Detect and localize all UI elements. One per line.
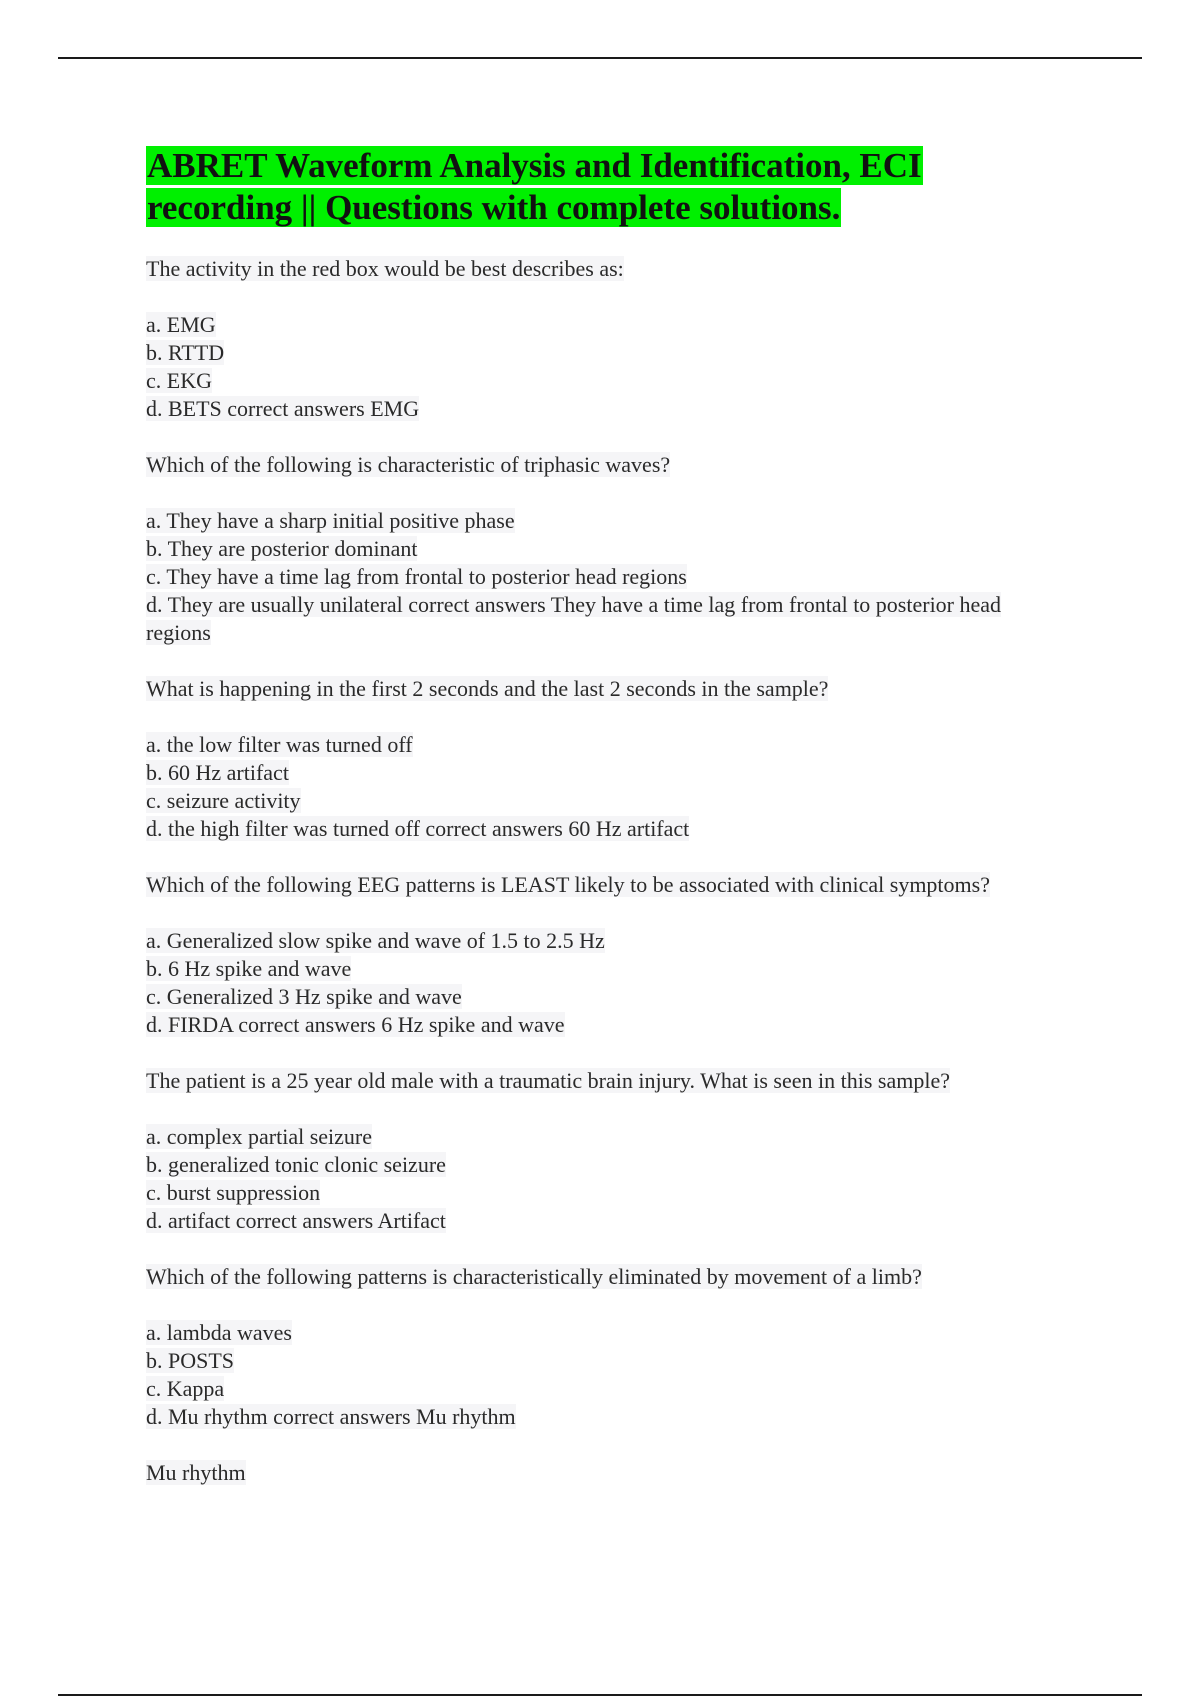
bottom-rule — [58, 1694, 1142, 1696]
question-block-3 — [146, 675, 1046, 843]
option-c: c. burst suppression — [146, 1180, 321, 1205]
question-block-6 — [146, 1263, 1046, 1431]
option-b: b. RTTD — [146, 340, 225, 365]
question-text: Which of the following patterns is characteristically eliminated by movement of a limb? — [146, 1264, 922, 1289]
question-block-4 — [146, 871, 1046, 1039]
option-b: b. They are posterior dominant — [146, 536, 418, 561]
question-text: What is happening in the first 2 seconds and the last 2 seconds in the sample? — [146, 676, 829, 701]
option-a: a. lambda waves — [146, 1320, 292, 1345]
answer-options — [146, 507, 1046, 647]
document-title — [146, 145, 1046, 229]
option-c: c. Generalized 3 Hz spike and wave — [146, 984, 462, 1009]
answer-options — [146, 731, 1046, 843]
option-c: c. seizure activity — [146, 788, 301, 813]
option-d-with-answer: d. BETS correct answers EMG — [146, 396, 420, 421]
option-c: c. Kappa — [146, 1376, 225, 1401]
option-b: b. generalized tonic clonic seizure — [146, 1152, 446, 1177]
question-block-5 — [146, 1067, 1046, 1235]
trailing-answer-text: Mu rhythm — [146, 1460, 246, 1485]
question-block-1 — [146, 255, 1046, 423]
answer-options — [146, 927, 1046, 1039]
option-b: b. POSTS — [146, 1348, 235, 1373]
answer-options — [146, 1319, 1046, 1431]
option-d-with-answer: d. the high filter was turned off correct answers 60 Hz artifact — [146, 816, 690, 841]
option-a: a. complex partial seizure — [146, 1124, 373, 1149]
question-text: The patient is a 25 year old male with a traumatic brain injury. What is seen in this sample? — [146, 1068, 950, 1093]
answer-options — [146, 311, 1046, 423]
document-body — [146, 145, 1046, 1509]
option-a: a. They have a sharp initial positive phase — [146, 508, 515, 533]
option-c: c. They have a time lag from frontal to posterior head regions — [146, 564, 687, 589]
option-a: a. EMG — [146, 312, 216, 337]
option-d-with-answer: d. artifact correct answers Artifact — [146, 1208, 446, 1233]
option-d-with-answer: d. FIRDA correct answers 6 Hz spike and wave — [146, 1012, 565, 1037]
option-d-with-answer: d. Mu rhythm correct answers Mu rhythm — [146, 1404, 516, 1429]
answer-options — [146, 1123, 1046, 1235]
option-d-with-answer: d. They are usually unilateral correct answers They have a time lag from frontal to posterior head regions — [146, 592, 1002, 645]
question-text: Which of the following is characteristic of triphasic waves? — [146, 452, 671, 477]
option-b: b. 6 Hz spike and wave — [146, 956, 352, 981]
question-text: Which of the following EEG patterns is LEAST likely to be associated with clinical symptoms? — [146, 872, 990, 897]
option-c: c. EKG — [146, 368, 212, 393]
document-title-highlight: ABRET Waveform Analysis and Identification, ECI recording || Questions with complete solutions. — [147, 146, 922, 227]
question-block-2 — [146, 451, 1046, 647]
top-rule — [58, 57, 1142, 59]
option-a: a. Generalized slow spike and wave of 1.5 to 2.5 Hz — [146, 928, 605, 953]
question-text: The activity in the red box would be best describes as: — [146, 256, 624, 281]
option-a: a. the low filter was turned off — [146, 732, 413, 757]
option-b: b. 60 Hz artifact — [146, 760, 289, 785]
